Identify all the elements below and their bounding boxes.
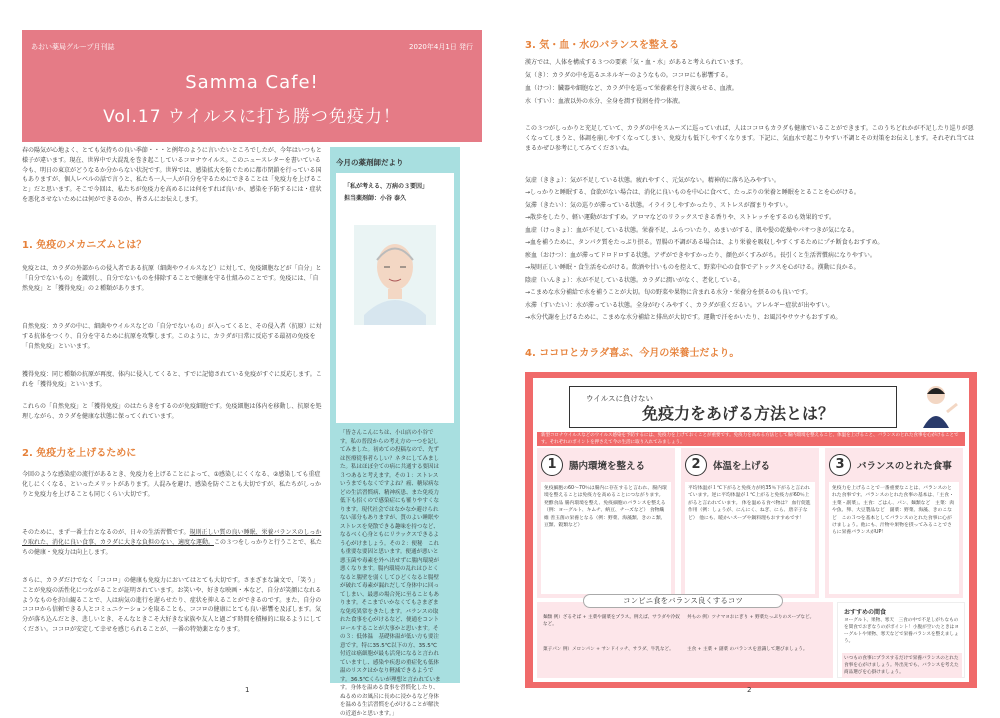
page-number: 2 [747, 686, 752, 694]
pharmacist-subtitle: 「私が考える、万病の３要因」 [344, 183, 429, 190]
section-3-title: 3. 気・血・水のバランスを整える [525, 40, 679, 51]
section-1-p4: これらの「自然免疫」と「獲得免疫」のはたらきをするのが免疫細胞です。免疫細胞は体内を移動し、抗原を処理しながら、カラダを健康な状態に保ってくれています。 [22, 403, 322, 420]
kekkyo-advice: →血を補うために、タンパク質をたっぷり摂る。胃腸の不調がある場合は、より栄養を吸収しやすくするためにプチ断食もおすすめ。 [525, 239, 884, 246]
inkyo-advice: →こまめな水分補給で水を補うことが大切。旬の野菜や果物に含まれる水分・栄養分を摂るのも良いです。 [525, 289, 812, 296]
method-2 [681, 448, 819, 598]
convenience-store-tips [537, 596, 833, 678]
tip-balance: 主食 + 主菜 + 副菜 のバランスを意識して選びましょう。 [687, 647, 808, 652]
section-2-p2 [22, 528, 322, 557]
oketsu-advice: →規則正しい睡眠・食生活を心がける。飲酒や甘いものを控えて、野菜中心の食事でデトックスを心がける。漢動に良かる。 [525, 264, 860, 271]
nutrition-infographic [525, 372, 977, 688]
ki-definition: 気（き）：カラダの中を巡るエネルギーのようなもの。ココロにも影響する。 [525, 72, 732, 79]
method-1-title: 腸内環境を整える [569, 461, 646, 472]
section-2-p2-end: この３つをしっかりと行うことで、私たちの健康・免疫力は向上します。 [22, 538, 322, 556]
inkyo-symptom: 陰虚（いんきょ）：水が不足している状態。カラダに潤いがなく、老化している。 [525, 277, 744, 284]
ketsu-definition: 血（けつ）：臓器や細胞など、カラダ中を巡って栄養素を行き渡らせる、血液。 [525, 85, 738, 92]
intro-paragraph: 春の陽気が心地よく、とても気持ちの良い季節・・・と例年のように言いたいところでしたが、今年はいつもと様子が違います。現在、世界中で大混乱を巻き起こしているコロナウイルス。このニュースレターを書いている今も、明日の東京がどうなるか分からない状況です。世界では、感染拡大を防ぐために都市閉鎖を行っている国もありますが、個人レベルの話で言うと、私たち一人一人が自分を守るためにできることは「免疫力を上げること」だと思います。そこで今回は、私たちが免疫力を高めるには何をすれば良いか、感染を予防するには・症状を悪化させないためには何ができるのか、皆さんにお伝えします。 [22, 147, 323, 203]
method-3 [825, 448, 963, 598]
section-1-title: 1. 免疫のメカニズムとは？ [22, 240, 147, 251]
masthead [22, 30, 482, 142]
infographic-kicker: ウイルスに負けない [586, 394, 654, 403]
snacks-body: ヨーグルト、果物、寒天 三食の中で不足しがちなものを間食でおぎなうのがポイント！小腹が空いたときはヨーグルトや果物、寒天などで栄養バランスを整えましょう。 [844, 618, 959, 644]
kitai-advice: →散歩をしたり、軽い運動がおすすめ。アロマなどのリラックスできる香りや、ストレッチをするのも効果的です。 [525, 214, 836, 221]
method-1 [537, 448, 675, 598]
infographic-inner [533, 378, 969, 682]
recommended-snacks [837, 602, 965, 678]
page-1 [0, 0, 500, 717]
method-1-body: 免疫細胞の60〜70％は腸内に存在すると言われ、腸内環境を整えることは免疫力を高めることにつながります。 発酵食品 腸内環境を整え、免疫細胞のバランスを整える（例：ヨーグルト、キムチ、納豆、チーズなど） 食物繊維 善玉菌の栄養となる（例：野菜、海藻類、きのこ類、豆類、穀類など） [541, 482, 671, 594]
oketsu-symptom: 瘀血（おけつ）：血が滞ってドロドロする状態。アザができやすかったり、顔色がくすみがち。長引くと生活習慣病になりやすい。 [525, 252, 876, 259]
section-2-p3: さらに、カラダだけでなく「ココロ」の健康も免疫力においてはとても大切です。さまざまな論文で、「笑う」ことが免疫の活性化につながることが証明されています。お笑いや、好きな映画・本など、自分が笑顔になれるようなものを沢山観ることで、人は病気の進行を遅らせたり、症状を抑えることができるのです。また、自分のココロから信頼できる人とコミュニケーションを取ることも、ココロの健康にとても良い影響を及ぼします。気分が落ち込んだとき、悲しいとき、そんなときこそ大好きな家族や友人と過ごす時間を積極的に取るようにしてください。ココロが安定して幸せを感じられることが、一番の特効薬となります。 [22, 577, 322, 633]
kitai-symptom: 気滞（きたい）：気の巡りが滞っている状態。イライラしやすかったり、ストレスが溜まりやすい。 [525, 202, 792, 209]
kekkyo-symptom: 血虚（けっきょ）：血が不足している状態。栄養不足、ふらついたり、めまいがする、肌や髪の乾燥やパサつきが気になる。 [525, 227, 858, 234]
pharmacist-portrait-illustration [354, 225, 436, 325]
pharmacist-column-body: 「皆さんこんにちは、小山店の小谷です。私の普段からの考え方の一つを記してみました。初めての投稿なので、先ずは医療従事者らしい？ネタにしてみました。私はほぼ全ての病に共通する要因は３つあると考えます。その１：ストレス いうまでもなくですよね？癌、糖尿病などの生活習慣病、精神疾患、また免疫力低下も招くので感染症にも罹りやすくなります。現代社会ではなかなか避けられない部分もありますが、質のよい睡眠やストレスを発散できる趣味を持つなど、なるべく心身ともにリラックスできるよう心がけましょう。その２：便秘 これも重要な要因と思います。便通が悪いと悪玉菌や毒素を外へ出せずに腸内環境が悪くなります。腸内環境の乱れはひとくなると腸壁を弱くしてひどくなると腸壁が破れて毒素が漏れだして身体中に回ってしまい、最悪の場合死に至ることもあります。そこまでいかなくてもさまざまな免疫異常をきたします。バランスの取れた食事を心がけるなど、便通をコントロールすることが大事かと思います。その３：低体温 基礎体温が低い方も要注意です。特に35.5℃以下の方、35.5℃付近は癌細胞が最も活発になると言われていますし、感染や疾患の重症化も低体温のリスクはかなり軽減できるようです。36.5℃くらいが理想と言われています。身体を温める食事を習慣化したり、ぬるめのお風呂に長めに浸かるなど身体を温める生活習慣を心がけることが解決の近道かと思います。」 [340, 430, 444, 717]
pharmacist-card [336, 173, 454, 423]
section-4-title: 4. ココロとカラダ喜ぶ、今月の栄養士だより。 [525, 348, 740, 359]
method-3-title: バランスのとれた食事 [857, 461, 952, 472]
suitai-advice: →水分代謝を上げるために、こまめな水分補給と排出が大切です。運動で汗をかいたり、お風呂やサウナもおすすめ。 [525, 314, 842, 321]
section-3-p1: 漢方では、人体を構成する３つの要素「気・血・水」があると考えられています。 [525, 59, 747, 66]
section-1-p1: 免疫とは、カラダの外部からの侵入者である抗原（細菌やウイルスなど）に対して、免疫細胞などが「自分」と「自分でないもの」を識別し、自分でないものを排除することで健康を守る仕組みのことです。免疫には、「自然免疫」と「獲得免疫」の２種類があります。 [22, 265, 322, 292]
method-1-number: 1 [541, 454, 563, 476]
page-2 [500, 0, 1000, 708]
title-english: Samma Cafe! [185, 72, 319, 93]
publisher-name: あおい薬局グループ月刊誌 [31, 43, 115, 51]
tip-noodles: 麺類 例）ざるそば + 主菜や副菜をプラス。例えば、サラダや冷奴など。 [543, 615, 680, 627]
infographic-title-box [569, 386, 897, 428]
snacks-title: おすすめの間食 [844, 609, 887, 616]
suitai-symptom: 水滞（すいたい）：水が滞っている状態。全身がむくみやすく、カラダが重くだるい。アレルギー症状が出やすい。 [525, 302, 834, 309]
section-1-p3: 獲得免疫：同じ種類の抗原が再度、体内に侵入してくると、すでに記憶されている免疫がすぐに反応します。これを「獲得免疫」といいます。 [22, 371, 322, 388]
snacks-footer: いつもの食事にプラスするだけで栄養バランスのとれた食事を心がけましょう。外出先でも、バランスを考えた商品選びを心掛けましょう。 [842, 653, 962, 678]
infographic-intro: 新型コロナウイルスなどのウイルス感染を予防するには、免疫力を上げておくことが重要です。免疫力を高める方法として腸内環境を整えること、体温を上げること、バランスのとれた食事を心がけることです。それぞれのポイントを押さえて今の生活に取り入れてみましょう。 [537, 432, 965, 446]
section-2-title: 2. 免疫力を上げるために [22, 448, 137, 459]
section-2-p1: 今回のような感染症の流行があるとき、免疫力を上げることによって、①感染しにくくなる、②感染しても重症化しにくくなる、といったメリットがあります。人混みを避け、感染を防ぐことも大切ですが、私たちがしっかりと免疫力を上げることも同じくらい大切です。 [22, 471, 322, 498]
pharmacist-column-title: 今月の薬剤師だより [336, 158, 404, 167]
tip-sweet-bread: 菓子パン 例）メロンパン + サンドイッチ、サラダ、牛乳など。 [543, 647, 674, 652]
method-2-body: 平均体温が１℃下がると免疫力が約35％下がると言われています。逆に平均体温が１℃上がると免疫力が60％上がると言われています。 体を温める食べ物は？ 血行促進作用（例：しょうが、にんにく、ねぎ、にら、唐辛子など） 他にも、暖かいスープや鍋料理もおすすめです！ [685, 482, 815, 594]
presenter-illustration [911, 382, 961, 428]
method-3-number: 3 [829, 454, 851, 476]
sui-definition: 水（すい）：血液以外の水分、全身を潤す役割を持つ体液。 [525, 98, 685, 105]
kikyo-advice: →しっかりと睡眠する、食欲がない場合は、消化に良いものを中心に食べて、たっぷりの栄養と睡眠をとることを心がける。 [525, 189, 860, 196]
section-3-p2: この３つがしっかりと充足していて、カラダの中をスムーズに巡っていれば、人はココロもカラダも健康でいることができます。このうちどれかが不足したり巡りが悪くなってしまうと、体調を崩しやすくなってしまい、免疫力も低下しやすくなります。下記に、気血水で起こりやすい不調とその対策をお伝えします。それぞれ当てはまるかぜひ参考にしてみてくださいね。 [525, 125, 975, 152]
pharmacist-byline: 担当薬剤師：小谷 泰久 [344, 195, 407, 202]
issue-date: 2020年4月1日 発行 [409, 43, 473, 51]
method-2-number: 2 [685, 454, 707, 476]
title-japanese: Vol.17 ウイルスに打ち勝つ免疫力！ [103, 107, 401, 127]
tip-rice-bowl: 丼もの 例）ツナマヨおにぎり + 野菜たっぷりのスープなど。 [687, 615, 815, 620]
infographic-title: 免疫力をあげる方法とは？ [642, 404, 835, 423]
page-number: 1 [245, 686, 250, 694]
section-1-p2: 自然免疫：カラダの中に、細菌やウイルスなどの「自分でないもの」が入ってくると、その侵入者（抗原）に対する抗体をつくり、自分を守るために抗原を攻撃します。このように、カラダが日常に反応する最初の免疫を「自然免疫」といいます。 [22, 323, 322, 350]
method-2-title: 体温を上げる [713, 461, 771, 472]
section-2-p2-underlined: 規則正しい質の良い睡眠、栄養バランスのしっかり取れた、消化に良い食事、カラダに大きな負担のない、適度な運動。 [22, 529, 322, 546]
convenience-tips-title: コンビニ食をバランス良くするコツ [583, 594, 783, 608]
kikyo-symptom: 気虚（ききょ）：気が不足している状態。疲れやすく、元気がない。精神的に落ち込みやすい。 [525, 177, 780, 184]
section-2-p2-start: そのために、まず一番土台となるのが、日々の生活習慣です。 [22, 529, 190, 536]
pharmacist-column [330, 147, 460, 717]
method-3-body: 免疫力を上げることで一番重要なことは、バランスのとれた食事です。バランスのとれた食事の基本は、「主食・主菜・副菜」。主食：ごはん、パン、麺類など 主菜：肉や魚、卵、大豆製品など 副菜：野菜、海藻、きのこなど この３つを基本としてバランスのとれた食事に心がけましょう。他にも、汁物や果物を摂ってみることでさらに栄養バランスがUP！ [829, 482, 959, 594]
